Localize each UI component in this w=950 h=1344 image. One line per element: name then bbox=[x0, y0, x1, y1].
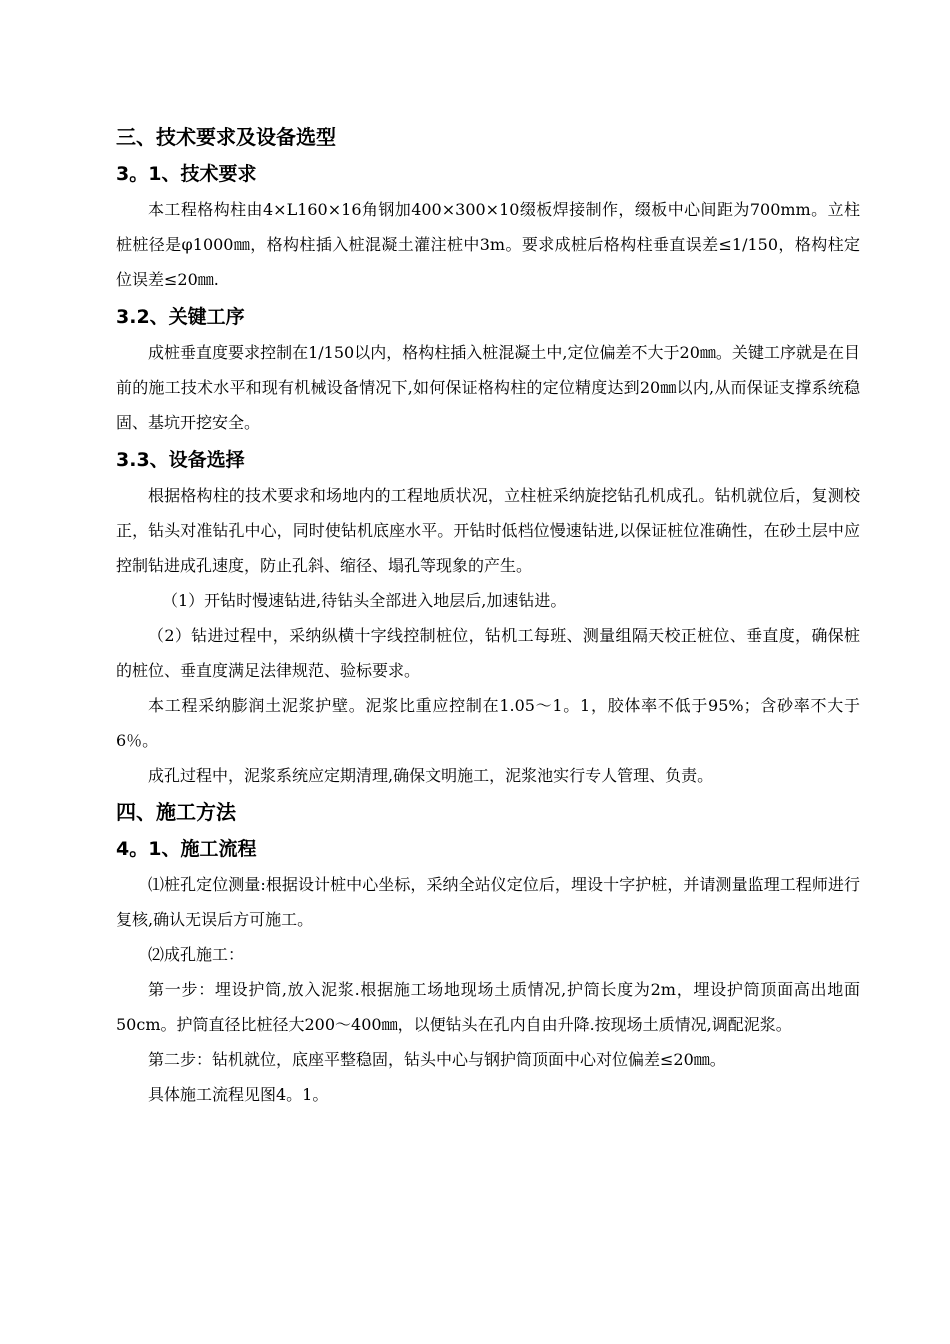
paragraph-4-1-step-1: 第一步：埋设护筒,放入泥浆.根据施工场地现场土质情况,护筒长度为2m，埋设护筒顶面高出地面50cm。护筒直径比桩径大200～400㎜，以便钻头在孔内自由升降.按现场土质情况,调配泥浆。 bbox=[116, 980, 860, 1034]
paragraph-3-3-item-1: （1）开钻时慢速钻进,待钻头全部进入地层后,加速钻进。 bbox=[162, 591, 567, 610]
section-4-heading: 四、施工方法 bbox=[116, 800, 236, 824]
paragraph-3-3-item-2: （2）钻进过程中，采纳纵横十字线控制桩位，钻机工每班、测量组隔天校正桩位、垂直度，确保桩的桩位、垂直度满足法律规范、验标要求。 bbox=[116, 626, 860, 680]
document-body bbox=[116, 118, 860, 1112]
paragraph-3-3-equipment: 根据格构柱的技术要求和场地内的工程地质状况，立柱桩采纳旋挖钻孔机成孔。钻机就位后，复测校正，钻头对准钻孔中心，同时使钻机底座水平。开钻时低档位慢速钻进,以保证桩位准确性，在砂土层中应控制钻进成孔速度，防止孔斜、缩径、塌孔等现象的产生。 bbox=[116, 486, 860, 575]
paragraph-3-1-technical-requirements: 本工程格构柱由4×L160×16角钢加400×300×10缀板焊接制作，缀板中心间距为700mm。立柱桩桩径是φ1000㎜，格构柱插入桩混凝土灌注桩中3m。要求成桩后格构柱垂直误差≤1/150，格构柱定位误差≤20㎜. bbox=[116, 200, 860, 289]
section-3-1-heading: 3。1、技术要求 bbox=[116, 163, 257, 185]
paragraph-3-2-key-process: 成桩垂直度要求控制在1/150以内，格构柱插入桩混凝土中,定位偏差不大于20㎜。关键工序就是在目前的施工技术水平和现有机械设备情况下,如何保证格构柱的定位精度达到20㎜以内,从而保证支撑系统稳固、基坑开挖安全。 bbox=[116, 343, 860, 432]
paragraph-4-1-positioning: ⑴桩孔定位测量:根据设计桩中心坐标，采纳全站仪定位后，埋设十字护桩，并请测量监理工程师进行复核,确认无误后方可施工。 bbox=[116, 875, 860, 929]
section-3-2-heading: 3.2、关键工序 bbox=[116, 306, 245, 328]
paragraph-4-1-flow-reference: 具体施工流程见图4。1。 bbox=[148, 1085, 329, 1104]
paragraph-3-3-mud: 本工程采纳膨润土泥浆护壁。泥浆比重应控制在1.05～1。1，胶体率不低于95%；含砂率不大于6％。 bbox=[116, 696, 860, 750]
section-3-heading: 三、技术要求及设备选型 bbox=[116, 125, 336, 149]
paragraph-3-3-hole-process: 成孔过程中，泥浆系统应定期清理,确保文明施工，泥浆池实行专人管理、负责。 bbox=[148, 766, 714, 785]
paragraph-4-1-hole-construction: ⑵成孔施工： bbox=[148, 945, 245, 964]
section-3-3-heading: 3.3、设备选择 bbox=[116, 449, 245, 471]
paragraph-4-1-step-2: 第二步：钻机就位，底座平整稳固，钻头中心与钢护筒顶面中心对位偏差≤20㎜。 bbox=[148, 1050, 726, 1069]
section-4-1-heading: 4。1、施工流程 bbox=[116, 838, 257, 860]
